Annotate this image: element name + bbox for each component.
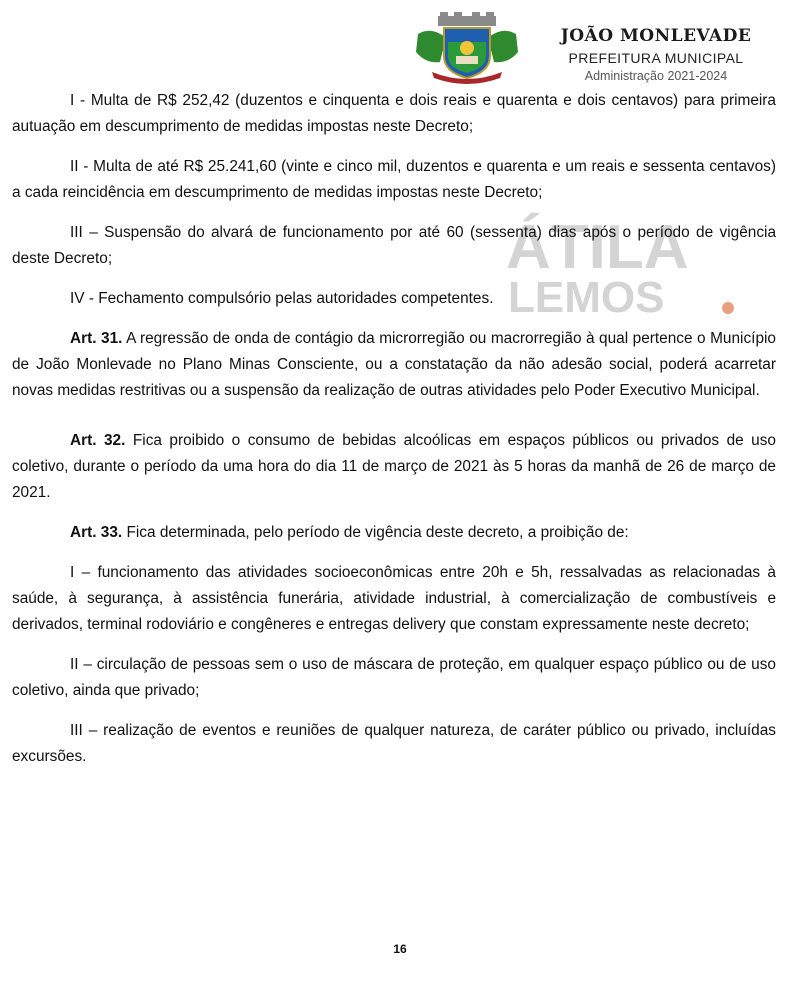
watermark-line-2: LEMOS: [508, 273, 665, 322]
article-lead: Art. 31.: [70, 330, 123, 347]
paragraph: [12, 286, 776, 312]
paragraph-text: II - Multa de até R$ 25.241,60 (vinte e cinco mil, duzentos e quarenta e um reais e sessenta centavos) a cada reincidência em descumprimento de medidas impostas neste Decreto;: [12, 158, 776, 201]
document-body: [12, 88, 776, 770]
page-number: 16: [393, 942, 407, 956]
paragraph-text: I - Multa de R$ 252,42 (duzentos e cinquenta e dois reais e quarenta e dois centavos) para primeira autuação em descumprimento de medidas impostas neste Decreto;: [12, 92, 776, 135]
paragraph-text: I – funcionamento das atividades socioeconômicas entre 20h e 5h, ressalvadas as relacionadas à saúde, à segurança, à assistência funerária, atividade industrial, à comercialização de combustíveis e derivados, terminal rodoviário e congêneres e entregas delivery que constam expressamente neste decreto;: [12, 564, 776, 633]
administration-period: Administração 2021-2024: [584, 69, 728, 83]
paragraph-text: III – Suspensão do alvará de funcionamento por até 60 (sessenta) dias após o período de vigência deste Decreto;: [12, 224, 776, 267]
paragraph: [12, 154, 776, 206]
municipal-coat-of-arms-icon: [412, 12, 522, 84]
department-name: PREFEITURA MUNICIPAL: [568, 50, 744, 66]
paragraph: [12, 718, 776, 770]
document-header: [408, 12, 788, 84]
paragraph: [12, 652, 776, 704]
paragraph: [12, 428, 776, 506]
paragraph: [12, 220, 776, 272]
paragraph: [12, 326, 776, 404]
article-lead: Art. 33.: [70, 524, 123, 541]
city-name: JOÃO MONLEVADE: [560, 26, 752, 46]
paragraph: [12, 560, 776, 638]
paragraph: [12, 88, 776, 140]
paragraph-text: A regressão de onda de contágio da microrregião ou macrorregião à qual pertence o Município de João Monlevade no Plano Minas Consciente, ou a constatação da não adesão social, poderá acarretar novas medidas restritivas ou a suspensão da realização de outras atividades pelo Poder Executivo Municipal.: [12, 330, 776, 399]
watermark-line-1: ÁTILA: [506, 213, 689, 282]
paragraph-text: II – circulação de pessoas sem o uso de máscara de proteção, em qualquer espaço público ou de uso coletivo, ainda que privado;: [12, 656, 776, 699]
paragraph-text: Fica proibido o consumo de bebidas alcoólicas em espaços públicos ou privados de uso coletivo, durante o período da uma hora do dia 11 de março de 2021 às 5 horas da manhã de 26 de março de 2021.: [12, 432, 776, 501]
paragraph-text: Fica determinada, pelo período de vigência deste decreto, a proibição de:: [126, 524, 629, 541]
header-brand: [526, 26, 786, 83]
paragraph: [12, 520, 776, 546]
paragraph-text: IV - Fechamento compulsório pelas autoridades competentes.: [70, 290, 494, 307]
paragraph-text: III – realização de eventos e reuniões de qualquer natureza, de caráter público ou privado, incluídas excursões.: [12, 722, 776, 765]
article-lead: Art. 32.: [70, 432, 126, 449]
